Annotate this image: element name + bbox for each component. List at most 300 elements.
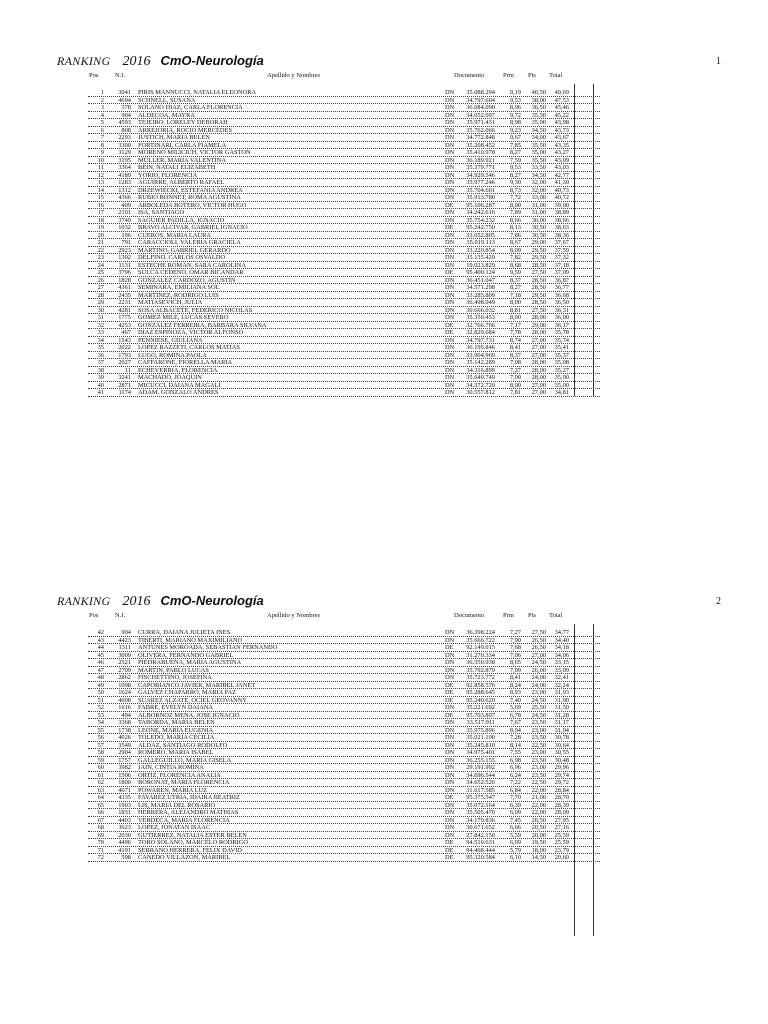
cell-name: FORTINARI, CARLA FIAMELA bbox=[138, 141, 227, 149]
cell-document: 95.400.124 bbox=[466, 269, 495, 276]
cell-pts: 33,00 bbox=[531, 194, 546, 201]
table-row bbox=[0, 757, 768, 765]
cell-prm: 8,96 bbox=[509, 104, 521, 111]
cell-ni: 409 bbox=[121, 201, 131, 209]
cell-doc-type: DN bbox=[445, 336, 455, 344]
cell-ni: 1506 bbox=[118, 771, 131, 779]
cell-ni: 4191 bbox=[118, 846, 131, 854]
cell-pts: 21,00 bbox=[531, 794, 546, 801]
cell-doc-type: DE bbox=[445, 269, 454, 276]
cell-name: ISA, SANTIAGO bbox=[138, 209, 185, 216]
cell-document: 34.929.546 bbox=[466, 171, 495, 179]
cell-prm: 8,98 bbox=[509, 119, 521, 126]
cell-name: AGUIRRE, ALBERTO RAFAEL bbox=[138, 179, 225, 186]
table-row bbox=[0, 817, 768, 825]
cell-name: ORTIZ, FLORENCIA ANALIA bbox=[138, 771, 221, 779]
ranking-label: RANKING bbox=[57, 54, 111, 68]
cell-document: 35.666.722 bbox=[466, 636, 495, 644]
cell-doc-type: DN bbox=[445, 194, 455, 201]
cell-doc-type: DN bbox=[445, 734, 455, 741]
cell-ni: 4361 bbox=[118, 284, 131, 291]
cell-document: 35.379.771 bbox=[466, 164, 495, 171]
cell-position: 54 bbox=[97, 719, 104, 726]
cell-prm: 6,09 bbox=[509, 809, 521, 816]
cell-position: 38 bbox=[97, 366, 104, 374]
cell-name: MÜLLER, MARÍA VALENTINA bbox=[138, 156, 226, 164]
cell-doc-type: DN bbox=[445, 104, 455, 111]
cell-position: 69 bbox=[97, 831, 104, 839]
cell-document: 35.640.749 bbox=[466, 374, 495, 381]
specialty-name: CmO-Neurología bbox=[160, 53, 264, 68]
cell-prm: 7,40 bbox=[509, 696, 521, 704]
cell-total: 36,77 bbox=[554, 284, 569, 291]
cell-name: ARBOLEDA BOTERO, VICTOR HUGO bbox=[138, 201, 247, 209]
cell-name: FABRE, EVELYN DAIANA bbox=[138, 704, 214, 711]
cell-doc-type: DN bbox=[445, 186, 455, 194]
cell-document: 35.350.453 bbox=[466, 314, 495, 321]
cell-prm: 6,09 bbox=[509, 839, 521, 846]
header-total: Total bbox=[549, 72, 563, 79]
cell-pts: 18,00 bbox=[531, 846, 546, 854]
cell-name: ALDAZ, SANTIAGO RODOLFO bbox=[138, 741, 228, 749]
cell-name: GONZÁLEZ FERREIRA, BÁRBARA SILVANA bbox=[138, 321, 267, 329]
table-row bbox=[0, 194, 768, 202]
cell-position: 71 bbox=[97, 846, 104, 854]
cell-pts: 28,00 bbox=[531, 359, 546, 366]
cell-total: 49,69 bbox=[554, 89, 569, 96]
cell-prm: 7,00 bbox=[509, 374, 521, 381]
cell-doc-type: DN bbox=[445, 171, 455, 179]
cell-pts: 27,50 bbox=[531, 629, 546, 636]
page-number: 1 bbox=[716, 56, 721, 67]
cell-ni: 2027 bbox=[118, 359, 131, 366]
cell-doc-type: DE bbox=[445, 854, 454, 861]
cell-pts: 34,00 bbox=[531, 134, 546, 141]
table-row bbox=[0, 674, 768, 682]
table-row bbox=[0, 854, 768, 862]
cell-total: 34,06 bbox=[554, 651, 569, 659]
cell-pts: 31,00 bbox=[531, 209, 546, 216]
cell-prm: 5,79 bbox=[509, 846, 521, 854]
cell-document: 94.510.631 bbox=[466, 839, 495, 846]
cell-document: 35.762.066 bbox=[466, 126, 495, 134]
cell-document: 36.451.047 bbox=[466, 276, 495, 284]
cell-total: 27,95 bbox=[554, 816, 569, 824]
cell-document: 36.498.049 bbox=[466, 299, 495, 306]
cell-pts: 35,50 bbox=[531, 141, 546, 149]
cell-name: CAPOBIANCO JAVIER, MARIBEL JANET bbox=[138, 681, 256, 689]
cell-total: 41,30 bbox=[554, 179, 569, 186]
table-row bbox=[0, 727, 768, 735]
cell-ni: 11 bbox=[124, 366, 131, 374]
cell-position: 45 bbox=[97, 651, 104, 659]
cell-doc-type: DN bbox=[445, 134, 455, 141]
cell-name: ALDECOA, MAYRA bbox=[138, 111, 195, 119]
table-row bbox=[0, 284, 768, 292]
cell-pts: 29,50 bbox=[531, 254, 546, 261]
table-row bbox=[0, 104, 768, 112]
cell-doc-type: DE bbox=[445, 839, 454, 846]
cell-pts: 28,50 bbox=[531, 261, 546, 269]
cell-position: 70 bbox=[97, 839, 104, 846]
cell-total: 35,74 bbox=[554, 336, 569, 344]
cell-ni: 1016 bbox=[118, 704, 131, 711]
cell-document: 35.704.601 bbox=[466, 186, 495, 194]
cell-ni: 4026 bbox=[118, 734, 131, 741]
cell-doc-type: DN bbox=[445, 801, 455, 809]
cell-document: 34.652.526 bbox=[466, 779, 495, 786]
cell-ni: 1543 bbox=[118, 336, 131, 344]
cell-name: TORO SOLANO, MARCELO RODRIGO bbox=[138, 839, 248, 846]
cell-prm: 9,30 bbox=[509, 179, 521, 186]
cell-total: 29,96 bbox=[554, 764, 569, 771]
cell-doc-type: DN bbox=[445, 261, 455, 269]
cell-doc-type: DN bbox=[445, 771, 455, 779]
cell-document: 34.975.401 bbox=[466, 749, 495, 756]
cell-ni: 4335 bbox=[118, 794, 131, 801]
cell-document: 29.191.992 bbox=[466, 764, 495, 771]
cell-pts: 24,50 bbox=[531, 711, 546, 719]
cell-prm: 7,86 bbox=[509, 231, 521, 239]
cell-ni: 1831 bbox=[118, 809, 131, 816]
cell-name: ANTUNES MOROADA, SEBASTIAN FERNANDO bbox=[138, 644, 278, 651]
table-row bbox=[0, 734, 768, 742]
cell-position: 58 bbox=[97, 749, 104, 756]
cell-document: 35.723.772 bbox=[466, 674, 495, 681]
cell-doc-type: DN bbox=[445, 179, 455, 186]
cell-prm: 6,98 bbox=[509, 756, 521, 764]
cell-total: 31,90 bbox=[554, 696, 569, 704]
cell-total: 37,59 bbox=[554, 246, 569, 254]
header-prm: Prm bbox=[503, 72, 514, 79]
cell-prm: 8,74 bbox=[509, 336, 521, 344]
cell-name: SOSA ALBACETE, FEDERICO NICOLAS bbox=[138, 306, 253, 314]
cell-doc-type: DN bbox=[445, 366, 455, 374]
cell-ni: 2923 bbox=[118, 246, 131, 254]
table-row bbox=[0, 254, 768, 262]
cell-ni: 3241 bbox=[118, 374, 131, 381]
cell-total: 32,41 bbox=[554, 674, 569, 681]
cell-doc-type: DN bbox=[445, 764, 455, 771]
cell-position: 33 bbox=[97, 329, 104, 336]
cell-total: 43,73 bbox=[554, 126, 569, 134]
cell-prm: 8,37 bbox=[509, 276, 521, 284]
cell-prm: 8,24 bbox=[509, 681, 521, 689]
cell-total: 47,53 bbox=[554, 96, 569, 104]
cell-ni: 1800 bbox=[118, 779, 131, 786]
cell-position: 10 bbox=[97, 156, 104, 164]
cell-prm: 7,28 bbox=[509, 734, 521, 741]
cell-name: FISCHETTINO, JOSEFINA bbox=[138, 674, 212, 681]
cell-ni: 2435 bbox=[118, 291, 131, 299]
cell-pts: 23,50 bbox=[531, 719, 546, 726]
table-row bbox=[0, 269, 768, 277]
table-row bbox=[0, 314, 768, 322]
cell-prm: 7,89 bbox=[509, 209, 521, 216]
cell-total: 30,48 bbox=[554, 756, 569, 764]
cell-position: 23 bbox=[97, 254, 104, 261]
cell-document: 35.021.100 bbox=[466, 734, 495, 741]
cell-doc-type: DN bbox=[445, 359, 455, 366]
page-number: 2 bbox=[716, 596, 721, 607]
cell-name: MATIASEVICH, JULIA bbox=[138, 299, 203, 306]
cell-prm: 8,00 bbox=[509, 381, 521, 389]
cell-ni: 3129 bbox=[118, 149, 131, 156]
cell-position: 22 bbox=[97, 246, 104, 254]
cell-prm: 7,72 bbox=[509, 194, 521, 201]
cell-document: 35.410.978 bbox=[466, 149, 495, 156]
table-row bbox=[0, 689, 768, 697]
cell-pts: 28,50 bbox=[531, 284, 546, 291]
table-row bbox=[0, 667, 768, 675]
cell-doc-type: DN bbox=[445, 381, 455, 389]
cell-name: TIBERTI, MARIANO MAXIMILIANO bbox=[138, 636, 243, 644]
cell-prm: 7,85 bbox=[509, 141, 521, 149]
cell-document: 36.189.921 bbox=[466, 156, 495, 164]
cell-document: 32.766.766 bbox=[466, 321, 495, 329]
cell-total: 40,72 bbox=[554, 194, 569, 201]
cell-pts: 28,00 bbox=[531, 329, 546, 336]
cell-doc-type: DE bbox=[445, 201, 454, 209]
table-row bbox=[0, 704, 768, 712]
table-row bbox=[0, 142, 768, 150]
cell-prm: 5,69 bbox=[509, 704, 521, 711]
cell-document: 33.904.969 bbox=[466, 351, 495, 359]
cell-pts: 38,00 bbox=[531, 96, 546, 104]
cell-document: 35.792.879 bbox=[466, 666, 495, 674]
cell-ni: 4189 bbox=[118, 171, 131, 179]
cell-total: 35,00 bbox=[554, 374, 569, 381]
ranking-year: 2016 bbox=[122, 54, 151, 69]
cell-position: 47 bbox=[97, 666, 104, 674]
cell-ni: 3009 bbox=[118, 651, 131, 659]
cell-pts: 36,50 bbox=[531, 104, 546, 111]
cell-position: 55 bbox=[97, 726, 104, 734]
cell-total: 31,04 bbox=[554, 726, 569, 734]
cell-doc-type: DE bbox=[445, 696, 454, 704]
cell-name: GOMEZ MILE, LUCAS SEVERO bbox=[138, 314, 229, 321]
cell-ni: 2101 bbox=[118, 209, 131, 216]
cell-prm: 8,04 bbox=[509, 726, 521, 734]
cell-document: 95.320.584 bbox=[466, 854, 495, 861]
cell-position: 68 bbox=[97, 824, 104, 831]
header-pts: Pts bbox=[528, 612, 536, 619]
cell-ni: 1624 bbox=[118, 689, 131, 696]
cell-position: 61 bbox=[97, 771, 104, 779]
cell-position: 5 bbox=[100, 119, 104, 126]
cell-prm: 7,18 bbox=[509, 291, 521, 299]
cell-doc-type: DN bbox=[445, 164, 455, 171]
table-row bbox=[0, 322, 768, 330]
cell-position: 8 bbox=[100, 141, 104, 149]
table-row bbox=[0, 172, 768, 180]
cell-document: 32.829.684 bbox=[466, 329, 495, 336]
cell-position: 40 bbox=[97, 381, 104, 389]
cell-pts: 24,50 bbox=[531, 696, 546, 704]
table-row bbox=[0, 719, 768, 727]
cell-ni: 2871 bbox=[118, 381, 131, 389]
cell-total: 43,09 bbox=[554, 156, 569, 164]
cell-position: 3 bbox=[100, 104, 104, 111]
cell-ni: 904 bbox=[121, 629, 131, 636]
cell-document: 30.557.812 bbox=[466, 389, 495, 396]
cell-document: 35.135.429 bbox=[466, 254, 495, 261]
cell-position: 50 bbox=[97, 689, 104, 696]
cell-prm: 8,81 bbox=[509, 306, 521, 314]
cell-ni: 791 bbox=[121, 239, 131, 246]
cell-position: 64 bbox=[97, 794, 104, 801]
cell-document: 95.375.547 bbox=[466, 794, 495, 801]
header-ni: N.I. bbox=[115, 72, 126, 79]
cell-position: 65 bbox=[97, 801, 104, 809]
cell-name: VERDECA, MARIA FLORENCIA bbox=[138, 816, 230, 824]
cell-ni: 4008 bbox=[118, 696, 131, 704]
header-pos: Pos bbox=[89, 72, 99, 79]
cell-pts: 26,50 bbox=[531, 636, 546, 644]
cell-prm: 8,37 bbox=[509, 351, 521, 359]
cell-doc-type: DN bbox=[445, 749, 455, 756]
table-row bbox=[0, 307, 768, 315]
cell-name: GALLEGUILLO, MARIA GISELA bbox=[138, 756, 232, 764]
cell-pts: 28,00 bbox=[531, 374, 546, 381]
cell-pts: 29,50 bbox=[531, 291, 546, 299]
cell-total: 38,63 bbox=[554, 224, 569, 231]
cell-name: BRAVO ALCIVAR, GABRIEL IGNACIO bbox=[138, 224, 248, 231]
cell-ni: 3796 bbox=[118, 269, 131, 276]
cell-doc-type: DN bbox=[445, 824, 455, 831]
header-document: Documento bbox=[454, 612, 485, 619]
cell-position: 37 bbox=[97, 359, 104, 366]
table-row bbox=[0, 119, 768, 127]
cell-doc-type: DN bbox=[445, 239, 455, 246]
cell-name: SCHNELL, SUSANA bbox=[138, 96, 196, 104]
cell-document: 92.149.015 bbox=[466, 644, 495, 651]
cell-pts: 22,00 bbox=[531, 786, 546, 794]
cell-doc-type: DN bbox=[445, 816, 455, 824]
cell-ni: 1174 bbox=[118, 389, 131, 396]
cell-ni: 378 bbox=[121, 104, 131, 111]
cell-total: 33,09 bbox=[554, 666, 569, 674]
cell-pts: 27,50 bbox=[531, 306, 546, 314]
table-row bbox=[0, 794, 768, 802]
cell-position: 34 bbox=[97, 336, 104, 344]
cell-total: 38,89 bbox=[554, 209, 569, 216]
cell-name: LUGO, ROMINA PAOLA bbox=[138, 351, 207, 359]
header-pts: Pts bbox=[528, 72, 536, 79]
cell-position: 32 bbox=[97, 321, 104, 329]
cell-document: 35.208.452 bbox=[466, 141, 495, 149]
cell-total: 27,16 bbox=[554, 824, 569, 831]
cell-position: 26 bbox=[97, 276, 104, 284]
cell-pts: 20,50 bbox=[531, 816, 546, 824]
cell-ni: 1032 bbox=[118, 224, 131, 231]
cell-pts: 29,00 bbox=[531, 321, 546, 329]
cell-prm: 7,22 bbox=[509, 779, 521, 786]
cell-total: 36,50 bbox=[554, 299, 569, 306]
cell-doc-type: DN bbox=[445, 351, 455, 359]
cell-name: JUSTICH, MARIA BELEN bbox=[138, 134, 210, 141]
cell-pts: 23,00 bbox=[531, 689, 546, 696]
cell-doc-type: DN bbox=[445, 141, 455, 149]
cell-ni: 3749 bbox=[118, 216, 131, 224]
cell-doc-type: DN bbox=[445, 156, 455, 164]
table-row bbox=[0, 277, 768, 285]
cell-total: 35,41 bbox=[554, 344, 569, 351]
cell-pts: 28,00 bbox=[531, 314, 546, 321]
cell-document: 33.517.911 bbox=[466, 719, 495, 726]
cell-ni: 196 bbox=[121, 231, 131, 239]
cell-pts: 20,50 bbox=[531, 824, 546, 831]
cell-document: 34.116.899 bbox=[466, 366, 495, 374]
cell-total: 30,55 bbox=[554, 749, 569, 756]
cell-prm: 8,67 bbox=[509, 239, 521, 246]
table-row bbox=[0, 847, 768, 855]
table-row bbox=[0, 367, 768, 375]
cell-prm: 6,78 bbox=[509, 711, 521, 719]
cell-ni: 4496 bbox=[118, 839, 131, 846]
cell-document: 95.106.287 bbox=[466, 201, 495, 209]
cell-doc-type: DE bbox=[445, 644, 454, 651]
cell-document: 34.772.848 bbox=[466, 134, 495, 141]
table-row bbox=[0, 742, 768, 750]
cell-position: 1 bbox=[100, 89, 104, 96]
cell-doc-type: DN bbox=[445, 216, 455, 224]
table-row bbox=[0, 824, 768, 832]
cell-name: YORIO, FLORENCIA bbox=[138, 171, 198, 179]
cell-doc-type: DN bbox=[445, 231, 455, 239]
cell-document: 36.084.090 bbox=[466, 104, 495, 111]
cell-pts: 20,00 bbox=[531, 831, 546, 839]
cell-document: 36.350.938 bbox=[466, 659, 495, 666]
cell-doc-type: DN bbox=[445, 314, 455, 321]
cell-name: SAGUIER PADILLA, IGNACIO bbox=[138, 216, 225, 224]
cell-name: PENNIESE, GIULIANA bbox=[138, 336, 203, 344]
cell-document: 36.195.846 bbox=[466, 344, 495, 351]
cell-document: 33.652.805 bbox=[466, 231, 495, 239]
table-row bbox=[0, 224, 768, 232]
cell-total: 31,50 bbox=[554, 704, 569, 711]
cell-document: 35.977.246 bbox=[466, 179, 495, 186]
table-row bbox=[0, 682, 768, 690]
page-title bbox=[57, 52, 264, 72]
cell-doc-type: DE bbox=[445, 689, 454, 696]
cell-position: 20 bbox=[97, 231, 104, 239]
cell-total: 31,93 bbox=[554, 689, 569, 696]
cell-document: 35.245.810 bbox=[466, 741, 495, 749]
cell-document: 34.797.731 bbox=[466, 336, 495, 344]
cell-name: ECHEVERRIA, FLORENCIA bbox=[138, 366, 218, 374]
cell-prm: 8,14 bbox=[509, 741, 521, 749]
cell-pts: 32,00 bbox=[531, 186, 546, 194]
cell-total: 31,17 bbox=[554, 719, 569, 726]
cell-name: LIS, MARIA DEL ROSARIO bbox=[138, 801, 216, 809]
cell-document: 35.505.470 bbox=[466, 809, 495, 816]
cell-doc-type: DN bbox=[445, 111, 455, 119]
cell-document: 94.468.444 bbox=[466, 846, 495, 854]
cell-total: 38,36 bbox=[554, 231, 569, 239]
cell-prm: 5,59 bbox=[509, 831, 521, 839]
cell-document: 36.255.155 bbox=[466, 756, 495, 764]
cell-total: 45,46 bbox=[554, 104, 569, 111]
cell-ni: 1757 bbox=[118, 756, 131, 764]
table-row bbox=[0, 382, 768, 390]
cell-prm: 7,09 bbox=[509, 666, 521, 674]
cell-ni: 4281 bbox=[118, 306, 131, 314]
cell-total: 32,24 bbox=[554, 681, 569, 689]
cell-position: 52 bbox=[97, 704, 104, 711]
cell-total: 36,00 bbox=[554, 314, 569, 321]
table-row bbox=[0, 629, 768, 637]
